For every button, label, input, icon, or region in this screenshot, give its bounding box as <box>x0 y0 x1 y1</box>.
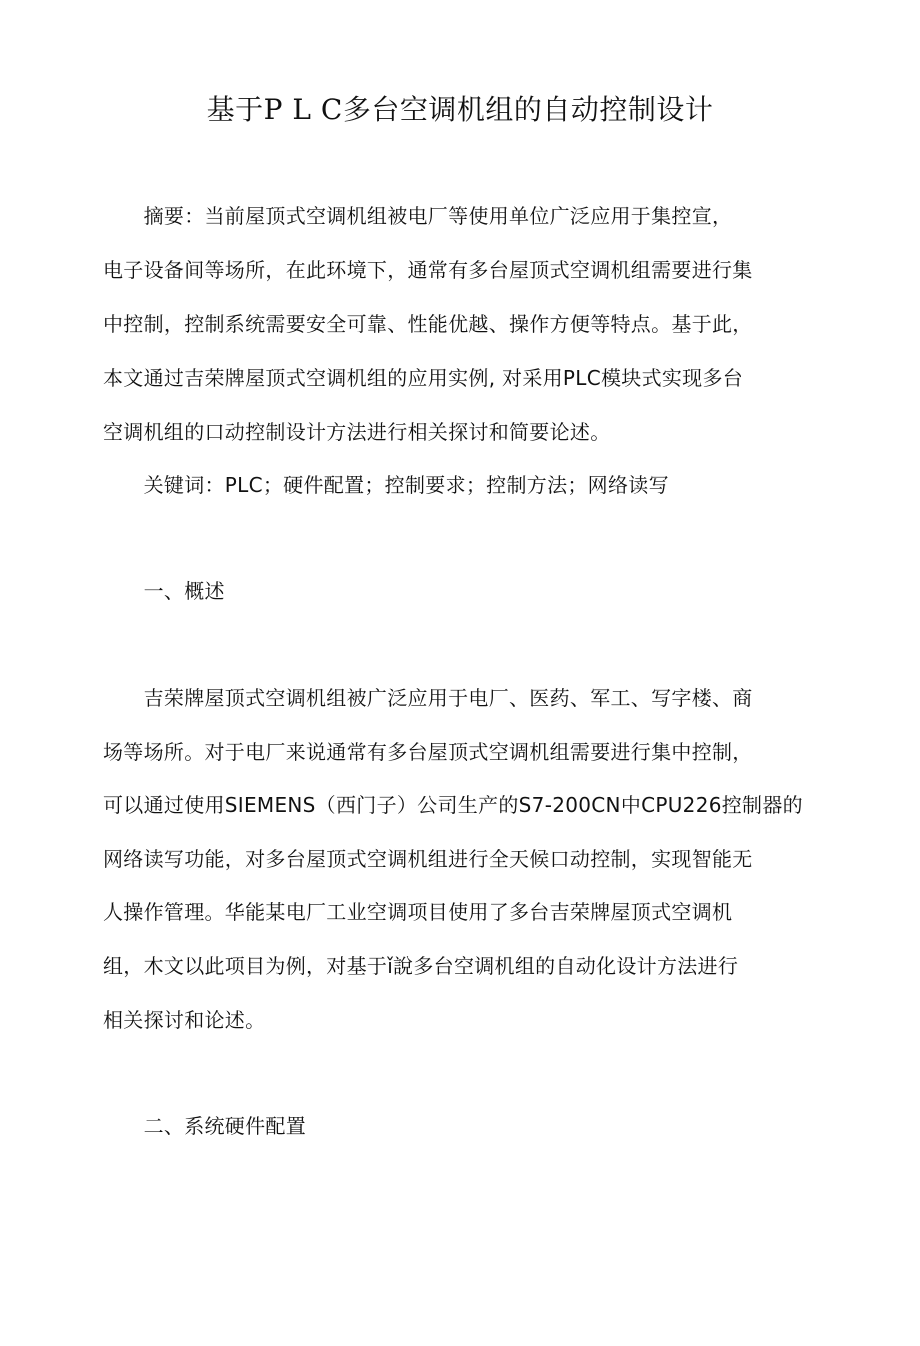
paragraph-line: 相关探讨和论述。 <box>103 1008 266 1032</box>
paragraph-line: 网络读写功能，对多台屋顶式空调机组进行全天候口动控制，实现智能无 <box>103 847 753 871</box>
paragraph-line: 可以通过使用SIEMENS（西门子）公司生产的S7-200CN中CPU226控制器的 <box>103 793 803 817</box>
section-heading-hardware: 二、系统硬件配置 <box>103 1114 306 1138</box>
keywords: 关键词：PLC；硬件配置；控制要求；控制方法；网络读写 <box>103 473 669 497</box>
paragraph-line: 吉荣牌屋顶式空调机组被广泛应用于电厂、医药、军工、写字楼、商 <box>103 686 753 710</box>
paragraph-line: 组，木文以此项目为例，对基于ǐ說多台空调机组的自动化设计方法进行 <box>103 954 739 978</box>
abstract-line: 摘要：当前屋顶式空调机组被电厂等使用单位广泛应用于集控宣， <box>103 204 733 228</box>
section-heading-overview: 一、概述 <box>103 579 225 603</box>
paragraph-line: 场等场所。对于电厂来说通常有多台屋顶式空调机组需要进行集中控制， <box>103 740 753 764</box>
abstract-line: 空调机组的口动控制设计方法进行相关探讨和简要论述。 <box>103 420 611 444</box>
abstract-line: 中控制，控制系统需要安全可靠、性能优越、操作方便等特点。基于此， <box>103 312 753 336</box>
abstract-line: 电子设备间等场所，在此环境下，通常有多台屋顶式空调机组需要进行集 <box>103 258 753 282</box>
document-title: 基于P L C多台空调机组的自动控制设计 <box>206 93 714 126</box>
abstract-line: 本文通过吉荣牌屋顶式空调机组的应用实例, 对采用PLC模块式实现多台 <box>103 366 744 390</box>
paragraph-line: 人操作管理。华能某电厂工业空调项目使用了多台吉荣牌屋顶式空调机 <box>103 900 733 924</box>
